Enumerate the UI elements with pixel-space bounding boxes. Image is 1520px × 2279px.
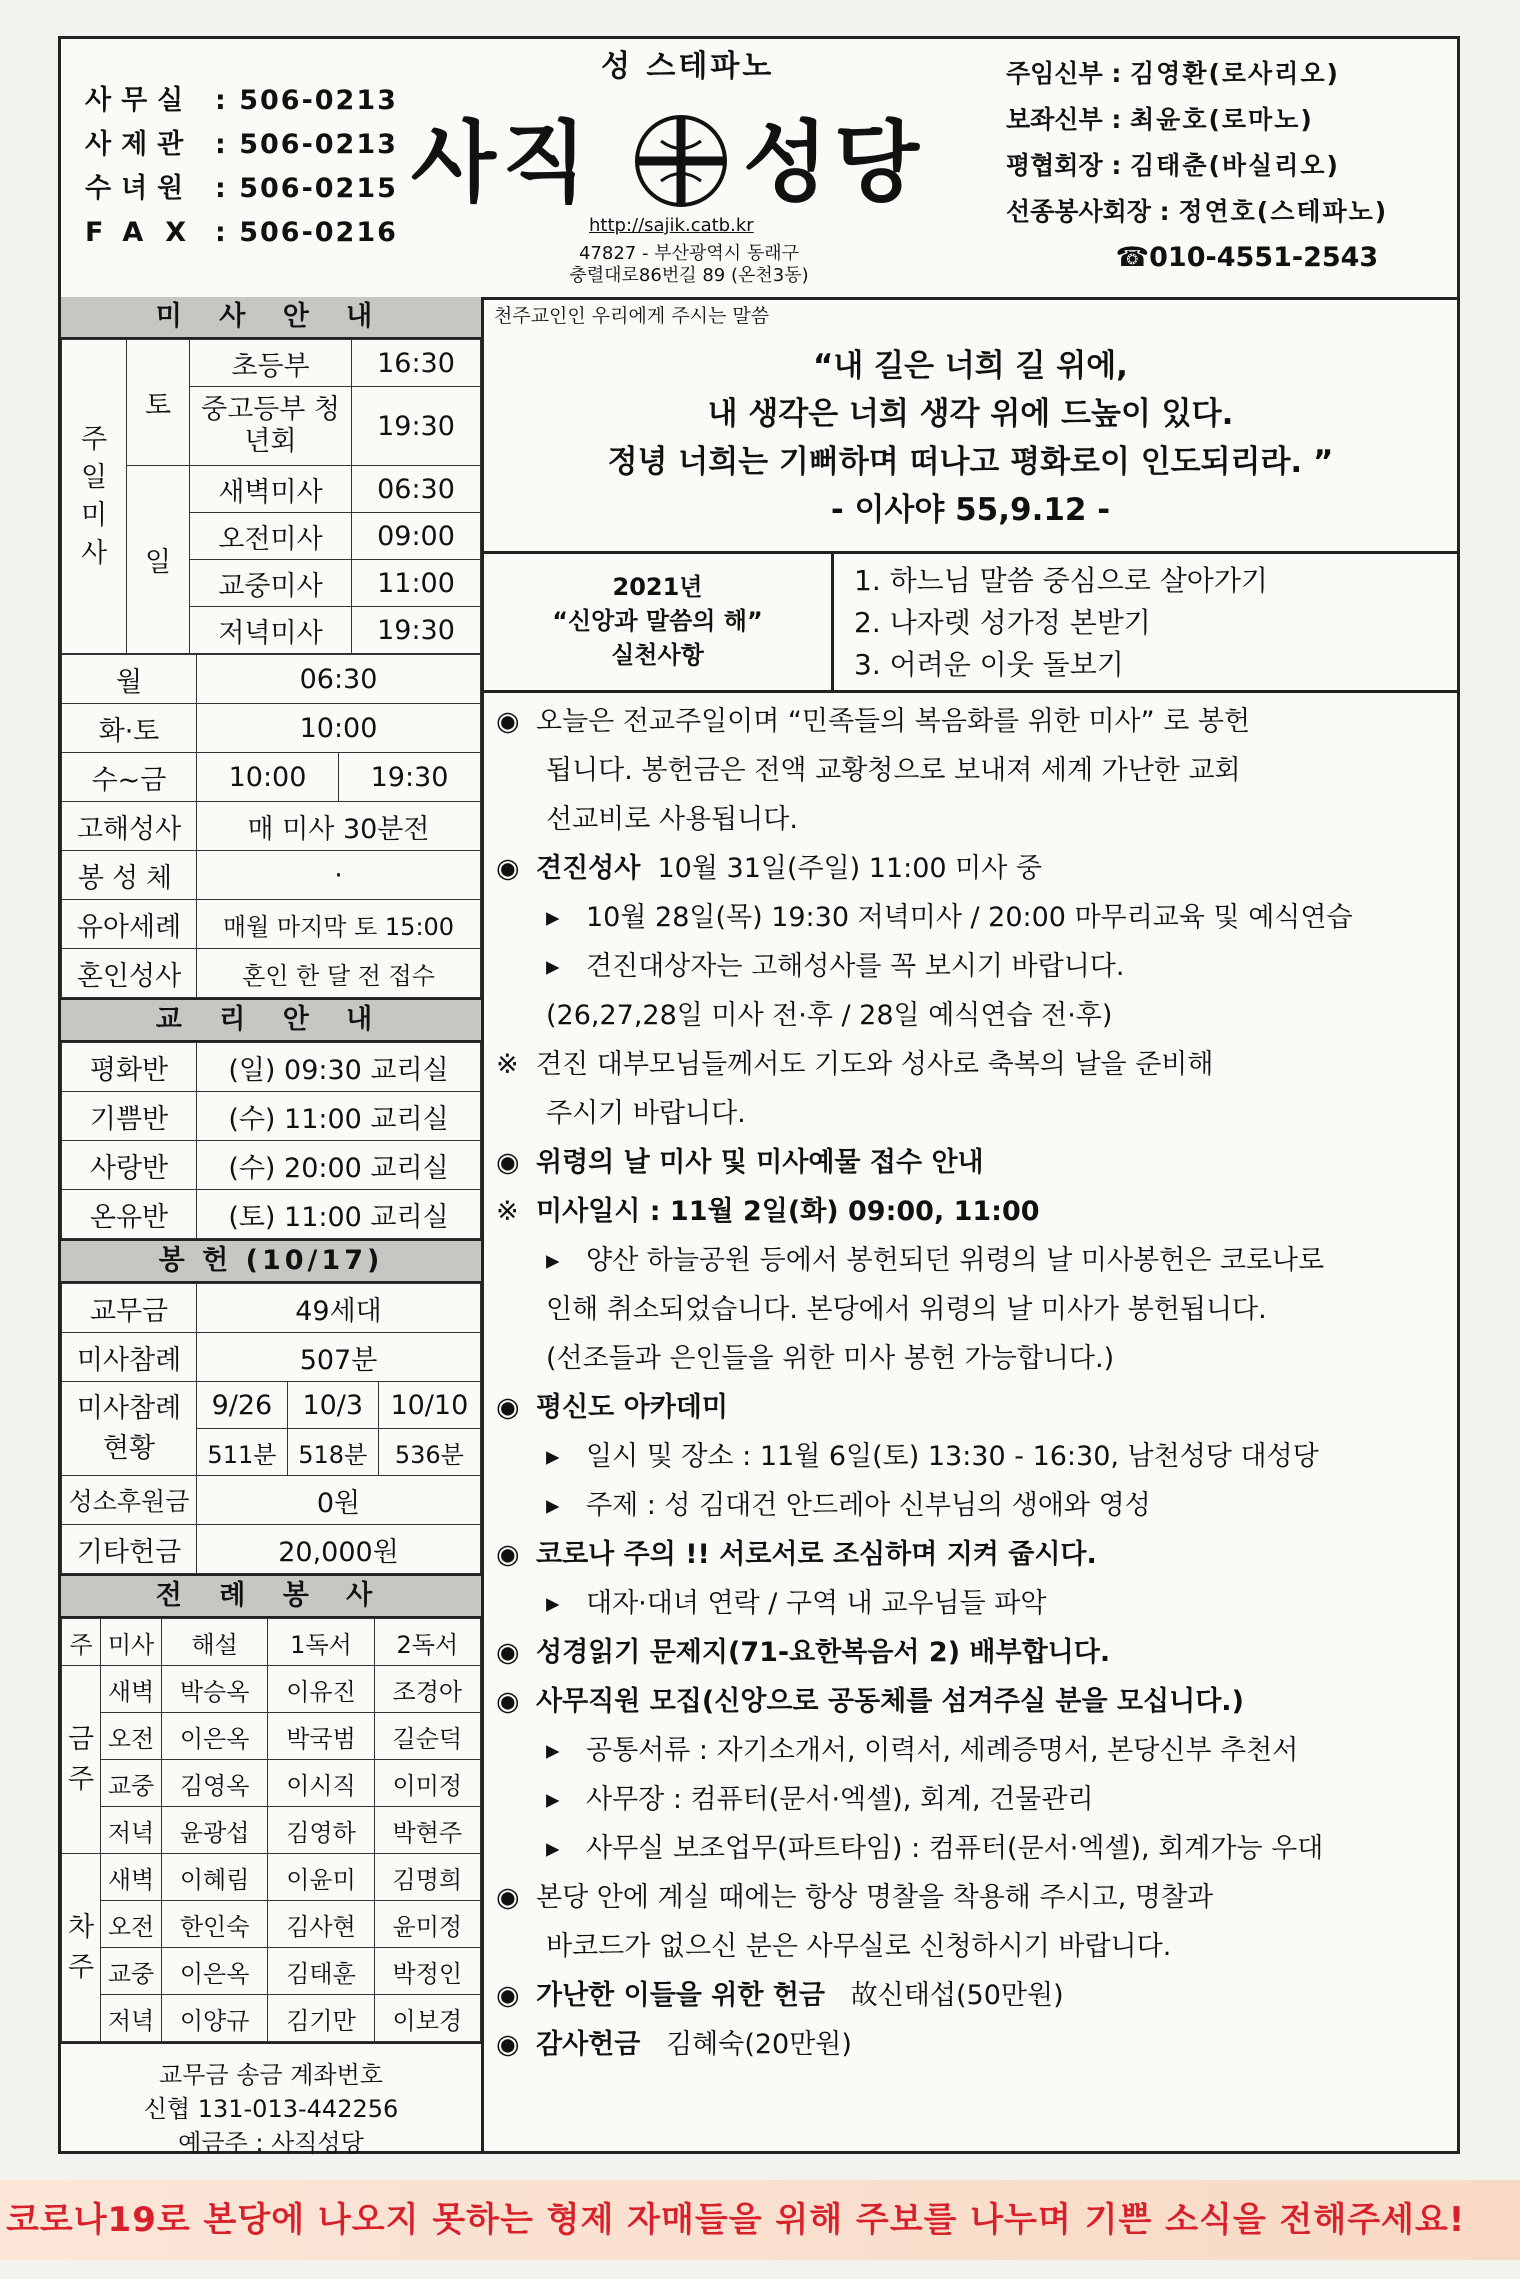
news-text: (선조들과 은인들을 위한 미사 봉헌 가능합니다.) [546, 1343, 1115, 1374]
table-row: 사랑반 (수) 20:00 교리실 [62, 1141, 481, 1190]
sunday-mass-label: 주일미사 [62, 340, 127, 654]
news-line [496, 746, 1451, 795]
bullet-icon: ◉ [496, 1686, 520, 1717]
offering-table [61, 1283, 481, 1574]
table-row: 교중 김영옥 이시직 이미정 [62, 1760, 481, 1807]
news-heading: 가난한 이들을 위한 헌금 [536, 1980, 826, 2011]
table-row: 수~금 10:00 19:30 [62, 753, 481, 802]
news-heading: 코로나 주의 !! 서로서로 조심하며 지켜 줍시다. [536, 1539, 1097, 1570]
next-week-label: 차주 [62, 1854, 101, 2042]
news-line [496, 1040, 1451, 1089]
arrow-icon: ▸ [546, 902, 560, 933]
news-line [496, 1138, 1451, 1187]
news-line [496, 2020, 1451, 2069]
table-row: 금주 새벽 박승옥 이유진 조경아 [62, 1666, 481, 1713]
table-row: 미사참례 현황 9/26 10/3 10/10 [62, 1382, 481, 1429]
table-row: 차주 새벽 이혜림 이윤미 김명희 [62, 1854, 481, 1901]
arrow-icon: ▸ [546, 951, 560, 982]
news-line [496, 1481, 1451, 1530]
liturgy-section-title: 전 례 봉 사 [61, 1574, 481, 1618]
bullet-icon: ◉ [496, 1539, 520, 1570]
parish-cross-logo-icon [631, 111, 731, 211]
table-row: 봉성체 · [62, 851, 481, 900]
news-heading: 위령의 날 미사 및 미사예물 접수 안내 [536, 1147, 984, 1178]
arrow-icon: ▸ [546, 1441, 560, 1472]
news-text: 본당 안에 계실 때에는 항상 명찰을 착용해 주시고, 명찰과 [536, 1882, 1214, 1913]
news-heading: 성경읽기 문제지(71-요한복음서 2) 배부합니다. [536, 1637, 1111, 1668]
table-row: 511분 518분 536분 [62, 1429, 481, 1476]
news-line [496, 991, 1451, 1040]
table-row: 유아세례 매월 마지막 토 15:00 [62, 900, 481, 949]
news-text: 선교비로 사용됩니다. [546, 804, 798, 835]
table-row: 저녁 윤광섭 김영하 박현주 [62, 1807, 481, 1854]
clergy-council: 평협회장 : 김태춘(바실리오) [1006, 151, 1340, 180]
note-mark-icon: ※ [496, 1049, 519, 1080]
this-week-label: 금주 [62, 1666, 101, 1854]
arrow-icon: ▸ [546, 1588, 560, 1619]
table-row: 저녁 이양규 김기만 이보경 [62, 1995, 481, 2042]
news-line [496, 1922, 1451, 1971]
table-row: 월 06:30 [62, 655, 481, 704]
news-text: 주제 : 성 김대건 안드레아 신부님의 생애와 영성 [586, 1490, 1151, 1521]
quote-header: 천주교인인 우리에게 주시는 말씀 [494, 305, 770, 327]
bullet-icon: ◉ [496, 1637, 520, 1668]
news-text: (26,27,28일 미사 전·후 / 28일 예식연습 전·후) [546, 1000, 1113, 1031]
table-row: 미사참례 507분 [62, 1333, 481, 1382]
scripture-quote: “내 길은 너희 길 위에, 내 생각은 너희 생각 위에 드높이 있다. 정녕 너희는 기뻐하며 떠나고 평화로이 인도되리라. ” - 이사야 55,9.12 - [484, 342, 1457, 534]
news-line [496, 1187, 1451, 1236]
left-column [61, 297, 484, 2157]
bullet-icon: ◉ [496, 1392, 520, 1423]
news-heading: 감사헌금 [536, 2029, 641, 2060]
clergy-pastor: 주임신부 : 김영환(로사리오) [1006, 59, 1340, 88]
news-text: 김혜숙(20만원) [640, 2029, 852, 2060]
news-heading: 견진성사 [536, 853, 641, 884]
list-item: 3. 어려운 이웃 돌보기 [854, 648, 1124, 681]
news-text: 견진대상자는 고해성사를 꼭 보시기 바랍니다. [586, 951, 1125, 982]
table-row: 오전 한인숙 김사현 윤미정 [62, 1901, 481, 1948]
sunday-label: 일 [127, 466, 190, 654]
news-line [496, 1677, 1451, 1726]
table-row: 평화반 (일) 09:30 교리실 [62, 1043, 481, 1092]
news-line [496, 1726, 1451, 1775]
table-row: 주 미사 해설 1독서 2독서 [62, 1619, 481, 1666]
mass-section-title: 미 사 안 내 [61, 297, 481, 339]
catechism-section-title: 교 리 안 내 [61, 998, 481, 1042]
news-text: 인해 취소되었습니다. 본당에서 위령의 날 미사가 봉헌됩니다. [546, 1294, 1267, 1325]
arrow-icon: ▸ [546, 1490, 560, 1521]
contact-rectory: 사제관 : 506-0213 [85, 129, 398, 160]
contact-office: 사무실 : 506-0213 [85, 85, 398, 116]
address: 47827 - 부산광역시 동래구 충렬대로86번길 89 (온천3동) [569, 243, 809, 286]
offering-section-title: 봉 헌 (10/17) [61, 1239, 481, 1283]
news-text: 故신태섭(50만원) [825, 1980, 1064, 2011]
news-line [496, 1334, 1451, 1383]
news-line [496, 1873, 1451, 1922]
news-line [496, 893, 1451, 942]
news-line [496, 1285, 1451, 1334]
clergy-list [1006, 51, 1388, 281]
news-line [496, 942, 1451, 991]
brand-word-1: 사직 [411, 111, 594, 214]
footer-banner: 코로나19로 본당에 나오지 못하는 형제 자매들을 위해 주보를 나누며 기쁜 소식을 전해주세요! [0, 2180, 1520, 2260]
news-line [496, 1971, 1451, 2020]
saturday-label: 토 [127, 340, 190, 466]
table-row: 교무금 49세대 [62, 1284, 481, 1333]
catechism-table [61, 1042, 481, 1239]
bulletin-frame [58, 36, 1460, 2157]
news-heading: 평신도 아카데미 [536, 1392, 728, 1423]
clergy-funeral: 선종봉사회장 : 정연호(스테파노) [1006, 197, 1389, 226]
note-mark-icon: ※ [496, 1196, 519, 1227]
table-row: 성소후원금 0원 [62, 1476, 481, 1525]
news-text: 10월 28일(목) 19:30 저녁미사 / 20:00 마무리교육 및 예식연습 [586, 902, 1353, 933]
news-line [496, 697, 1451, 746]
liturgy-table [61, 1618, 481, 2042]
mass-schedule-table: 주일미사 토 초등부 16:30 중고등부 청년회 19:30 일 새벽미사 06:30 오전미사 09:00 교중미사 11:00 저녁미사 19:30 [61, 339, 481, 654]
list-item: 1. 하느님 말씀 중심으로 살아가기 [854, 564, 1268, 597]
table-row: 기타헌금 20,000원 [62, 1525, 481, 1574]
weekday-mass-table [61, 654, 481, 998]
arrow-icon: ▸ [546, 1245, 560, 1276]
contact-convent: 수녀원 : 506-0215 [85, 173, 398, 204]
news-text: 사무실 보조업무(파트타임) : 컴퓨터(문서·엑셀), 회계가능 우대 [586, 1833, 1324, 1864]
arrow-icon: ▸ [546, 1784, 560, 1815]
news-line [496, 1432, 1451, 1481]
bullet-icon: ◉ [496, 1980, 520, 2011]
theme-items [854, 560, 1268, 686]
news-line [496, 1775, 1451, 1824]
right-column [484, 297, 1457, 2151]
news-line [496, 1530, 1451, 1579]
table-row: 고해성사 매 미사 30분전 [62, 802, 481, 851]
brand-word-2: 성당 [743, 111, 926, 214]
news-line [496, 1089, 1451, 1138]
phone-number: ☎010-4551-2543 [1115, 242, 1379, 273]
news-text: 됩니다. 봉헌금은 전액 교황청으로 보내져 세계 가난한 교회 [546, 755, 1241, 786]
contact-list [85, 79, 398, 255]
news-line [496, 795, 1451, 844]
table-row: 화·토 10:00 [62, 704, 481, 753]
brand-subtitle: 성 스테파노 [601, 49, 775, 84]
table-row: 교중 이은옥 김태훈 박정인 [62, 1948, 481, 1995]
news-text: 주시기 바랍니다. [546, 1098, 746, 1129]
table-row: 기쁨반 (수) 11:00 교리실 [62, 1092, 481, 1141]
news-line [496, 1628, 1451, 1677]
clergy-assistant: 보좌신부 : 최윤호(로마노) [1006, 105, 1314, 134]
bullet-icon: ◉ [496, 1147, 520, 1178]
news-line [496, 1579, 1451, 1628]
news-heading: 미사일시 : 11월 2일(화) 09:00, 11:00 [536, 1196, 1040, 1227]
news-text: 일시 및 장소 : 11월 6일(토) 13:30 - 16:30, 남천성당 대성당 [586, 1441, 1319, 1472]
table-row: 혼인성사 혼인 한 달 전 접수 [62, 949, 481, 998]
quote-source: - 이사야 55,9.12 - [830, 492, 1111, 528]
arrow-icon: ▸ [546, 1735, 560, 1766]
bullet-icon: ◉ [496, 2029, 520, 2060]
news-list [496, 697, 1451, 2069]
bullet-icon: ◉ [496, 1882, 520, 1913]
table-row: 오전 이은옥 박국범 길순덕 [62, 1713, 481, 1760]
news-text: 오늘은 전교주일이며 “민족들의 복음화를 위한 미사” 로 봉헌 [536, 706, 1251, 737]
news-line [496, 844, 1451, 893]
news-text: 대자·대녀 연락 / 구역 내 교우님들 파악 [586, 1588, 1047, 1619]
arrow-icon: ▸ [546, 1833, 560, 1864]
bullet-icon: ◉ [496, 706, 520, 737]
year-theme [484, 551, 1457, 693]
news-text: 양산 하늘공원 등에서 봉헌되던 위령의 날 미사봉헌은 코로나로 [586, 1245, 1325, 1276]
news-text: 견진 대부모님들께서도 기도와 성사로 축복의 날을 준비해 [536, 1049, 1214, 1080]
news-text: 바코드가 없으신 분은 사무실로 신청하시기 바랍니다. [546, 1931, 1172, 1962]
news-text: 사무장 : 컴퓨터(문서·엑셀), 회계, 건물관리 [586, 1784, 1094, 1815]
news-heading: 사무직원 모집(신앙으로 공동체를 섬겨주실 분을 모십니다.) [536, 1686, 1244, 1717]
theme-title: 2021년 “신앙과 말씀의 해” 실천사항 [484, 554, 834, 690]
header [61, 39, 1457, 300]
news-text: 공통서류 : 자기소개서, 이력서, 세례증명서, 본당신부 추천서 [586, 1735, 1299, 1766]
news-line [496, 1236, 1451, 1285]
table-row: 온유반 (토) 11:00 교리실 [62, 1190, 481, 1239]
news-text: 10월 31일(주일) 11:00 미사 중 [640, 853, 1042, 884]
news-line [496, 1383, 1451, 1432]
contact-fax: FAX : 506-0216 [85, 217, 398, 248]
list-item: 2. 나자렛 성가정 본받기 [854, 606, 1151, 639]
website-link[interactable]: http://sajik.catb.kr [589, 215, 754, 236]
account-info: 교무금 송금 계좌번호 신협 131-013-442256 예금주 : 사직성당 [61, 2042, 481, 2160]
news-line [496, 1824, 1451, 1873]
bullet-icon: ◉ [496, 853, 520, 884]
